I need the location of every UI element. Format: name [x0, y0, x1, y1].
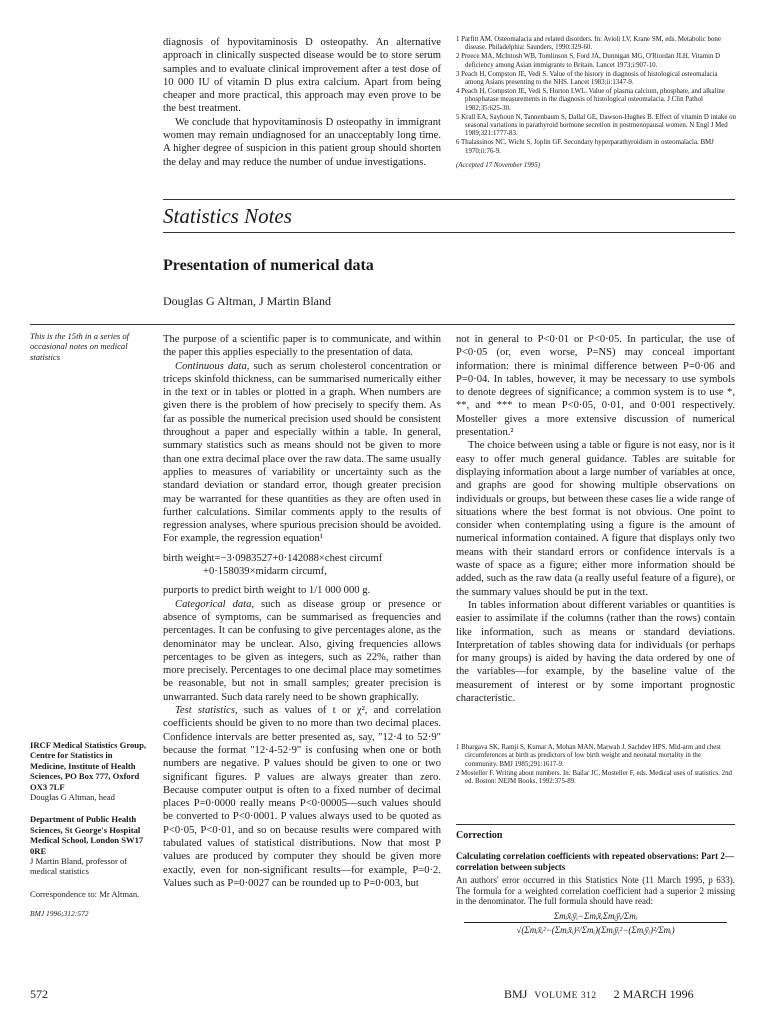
col1-paragraph-3: purports to predict birth weight to 1/1 000 000 g.: [163, 585, 371, 597]
footer-journal: [504, 987, 694, 1002]
affiliation-2-name: Department of Public Health Sciences, St George's Hospital Medical School, London SW17 0RE: [30, 814, 144, 856]
regression-equation: [163, 552, 441, 579]
correction-heading: Correction: [456, 830, 503, 841]
reference-item: 1 Bhargava SK, Ramji S, Kumar A, Mohan MAN, Marwah J, Sachdev HPS. Mid-arm and chest circumferences at birth as predictors of low birth weight and neonatal mortality in the community. BMJ 1985;291:1617-9.: [456, 744, 721, 768]
article-reference-list: [456, 744, 735, 787]
journal-volume: VOLUME 312: [534, 991, 597, 1001]
equation-line-1: birth weight=−3·0983527+0·142088×chest circumf: [163, 552, 383, 564]
reference-item: 1 Parfitt AM. Osteomalacia and related disorders. In: Avioli LV, Krane SM, eds. Metabolic bone disease. Philadelphia: Saunders, 1990:329-60.: [456, 36, 721, 52]
col1-p2-text: such as serum cholesterol concentration or triceps skinfold thickness, can be summarised numerically either in the text or in tables or plotted in a graph. When numbers are given there is the problem of how precisely to specify them. As far as possible the numerical precision used should be consistent throughout a paper and especially within a table. In general, summary statistics such as means should not be given to more than one extra decimal place over the raw data. The same usually applies to measures of variability or uncertainty such as the standard deviation or standard error, though greater precision may be warranted for these quantities as they are often used in further calculations. Similar comments apply to the results of regression analyses, where spurious precision should be avoided. For example, the regression equation¹: [163, 360, 441, 545]
article-column-1: [163, 333, 441, 890]
article-references: [456, 744, 735, 787]
correction-text: An authors' error occurred in this Statistics Note (11 March 1995, p 633). The formula for a weighted correlation coefficient had a superior 2 missing in the denominator. The full formula should have read:: [456, 875, 735, 906]
affiliation-1: [30, 740, 150, 802]
reference-item: 5 Krall EA, Sayhoun N, Tannenbaum S, Dallal GE, Dawson-Hughes B. Effect of vitamin D intake on seasonal variations in parathyroid hormone secretion in postmenopausal women. N Engl J Med 1989;321:1777-83.: [456, 113, 737, 138]
col1-p2-lead: Continuous data,: [175, 360, 250, 372]
affiliation-2-person: J Martin Bland, professor of medical statistics: [30, 856, 128, 877]
reference-item: 2 Preece MA, McIntosh WB, Tomlinson S, Ford JA, Dunnigan MG, O'Riordan JLH. Vitamin D deficiency among Asian immigrants to Britain. Lancet 1973;i:907-10.: [456, 53, 721, 69]
series-note: This is the 15th in a series of occasional notes on medical statistics: [30, 331, 130, 362]
col2-paragraph-3: In tables information about different variables or quantities is easier to assimilate if the columns (rather than the rows) contain like information, such as means or standard deviations. Interpretation of tables showing data for individuals (or perhaps for many groups) is aided by having the data ordered by one of the variables—for example, by the baseline value of the measurement of interest or by some important prognostic characteristic.: [456, 599, 735, 705]
article-authors: Douglas G Altman, J Martin Bland: [163, 294, 331, 308]
col2-paragraph-2: The choice between using a table or figure is not easy, nor is it easy to offer much general guidance. Tables are suitable for displaying information about a large number of variables at once, and graphs are good for showing multiple observations on individuals or groups, but between these cases lie a wide range of situations where the best format is not obvious. One point to consider when contemplating using a figure is the amount of numerical information contained. A figure that displays only two means with their standard errors or confidence intervals is a waste of space as a figure; either more information should be added, such as the raw data (a really useful feature of a figure), or the summary values should be put in the text.: [456, 440, 735, 598]
affiliation-1-name: IRCF Medical Statistics Group, Centre for Statistics in Medicine, Institute of Health Sciences, PO Box 777, Oxford OX3 7LF: [30, 740, 147, 792]
article-rule: [30, 324, 735, 325]
col2-paragraph-1: not in general to P<0·01 or P<0·05. In particular, the use of P<0·05 (or, even worse, P=NS) may conceal important information: there is minimal difference between P=0·06 and P=0·04. In tables, however, it may be necessary to use symbols to denote degrees of significance; a common system is to use *, **, and *** to mean P<0·05, 0·01, and 0·001 respectively. Mosteller gives a more extensive discussion of numerical presentation.²: [456, 334, 735, 439]
col1-p5-text: such as values of t or χ², and correlation coefficients should be given to no more than two decimal places. Confidence intervals are better presented as, say, "12·4 to 52·9" because the format "12·4-52·9" is confusing when one or both numbers are negative. P values should be given to one or two significant figures. P values are always greater than zero. Because computer output is often to a fixed number of decimal places P=0·0000 really means P<0·00005—such values should be converted to P<0·0001. P values always used to be quoted as P<0·05, P<0·01, and so on because results were compared with tabulated values of statistical distributions. Now that most P values are produced by computer they should be given more exactly, even for non-significant results—for example, P=0·2. Values such as P=0·0027 can be rounded up to P=0·003, but: [163, 705, 441, 889]
affiliation-1-person: Douglas G Altman, head: [30, 792, 115, 803]
formula-denominator: √(Σmᵢx̄ᵢ²−(Σmᵢx̄ᵢ)²/Σmᵢ)(Σmᵢȳᵢ²−(Σmᵢȳᵢ)²/Σmᵢ): [516, 924, 675, 935]
correspondence: Correspondence to: Mr Altman.: [30, 888, 140, 899]
correction-formula: [456, 911, 735, 935]
section-rule: [163, 199, 735, 200]
article-title: Presentation of numerical data: [163, 257, 374, 274]
journal-date: 2 MARCH 1996: [613, 987, 694, 1001]
affiliations: [30, 740, 150, 920]
col1-p4-lead: Categorical data,: [175, 598, 255, 610]
col1-p5-lead: Test statistics,: [175, 705, 238, 717]
citation: BMJ 1996;312:572: [30, 909, 89, 919]
reference-list: [456, 36, 736, 156]
conclusion-paragraph: We conclude that hypovitaminosis D osteopathy in immigrant women may remain undiagnosed for an unacceptably long time. A higher degree of suspicion in this patient group should shorten the delay and may reduce the number of undue investigations.: [163, 116, 441, 168]
accepted-note: (Accepted 17 November 1995): [456, 162, 540, 170]
reference-item: 6 Thalassinos NC, Wicht S, Joplin GF. Secondary hyperparathyroidism in osteomalacia. BMJ 1970;ii:76-9.: [456, 139, 714, 155]
col1-paragraph-1: The purpose of a scientific paper is to communicate, and within the paper this applies especially to the presentation of data.: [163, 334, 441, 359]
page-number: 572: [30, 987, 48, 1001]
col1-p4-text: such as disease group or presence or absence of symptoms, can be summarised as frequencies and percentages. It can be confusing to give percentages alone, as the denominator may be unclear. Also, giving frequencies allows percentages to be given as integers, such as 22%, rather than more precisely. Percentages to one decimal place may sometimes be reasonable, but not in small samples; greater precision is unwarranted. Such data rarely need to be shown graphically.: [163, 598, 441, 703]
correction-rule: [456, 824, 735, 825]
top-references: [456, 36, 736, 169]
correction: [456, 830, 735, 935]
formula-numerator: Σmᵢx̄ᵢȳᵢ−Σmᵢx̄ᵢΣmᵢȳᵢ/Σmᵢ: [553, 910, 638, 921]
intro-paragraph: diagnosis of hypovitaminosis D osteopathy. An alternative approach in clinically suspected disease would be to store serum samples and to evaluate clinical improvement after a test dose of 10 000 IU of vitamin D plus extra calcium. Apart from being cheaper and more practical, this approach may even prove to be the best treatment.: [163, 37, 441, 115]
col1-paragraph-2: [163, 360, 441, 546]
section-rule-lower: [163, 232, 735, 233]
reference-item: 3 Peach H, Compston JE, Vedi S. Value of the history in diagnosis of histological osteomalacia among Asians presenting to the NHS. Lancet 1983;ii:1347-9.: [456, 70, 718, 87]
col1-paragraph-4: [163, 598, 441, 704]
journal-name: BMJ: [504, 987, 528, 1001]
affiliation-2: [30, 814, 150, 876]
reference-item: 4 Peach H, Compston JE, Vedi S, Horton LWL. Value of plasma calcium, phosphate, and alkaline phosphatase measurements in the diagnosis of histological osteomalacia. J Clin Pathol 1982;35:625-30.: [456, 87, 725, 112]
section-title: Statistics Notes: [163, 204, 292, 228]
top-left-column: [163, 36, 441, 169]
correction-subtitle: Calculating correlation coefficients with repeated observations: Part 2—correlation between subjects: [456, 851, 734, 872]
article-column-2: [456, 333, 735, 705]
col1-paragraph-5: [163, 704, 441, 890]
equation-line-2: +0·158039×midarm circumf,: [203, 566, 327, 578]
reference-item: 2 Mosteller F. Writing about numbers. In: Bailar JC, Mosteller F, eds. Medical uses of statistics. 2nd ed. Boston: NEJM Books, 1992:375-89.: [456, 769, 732, 786]
